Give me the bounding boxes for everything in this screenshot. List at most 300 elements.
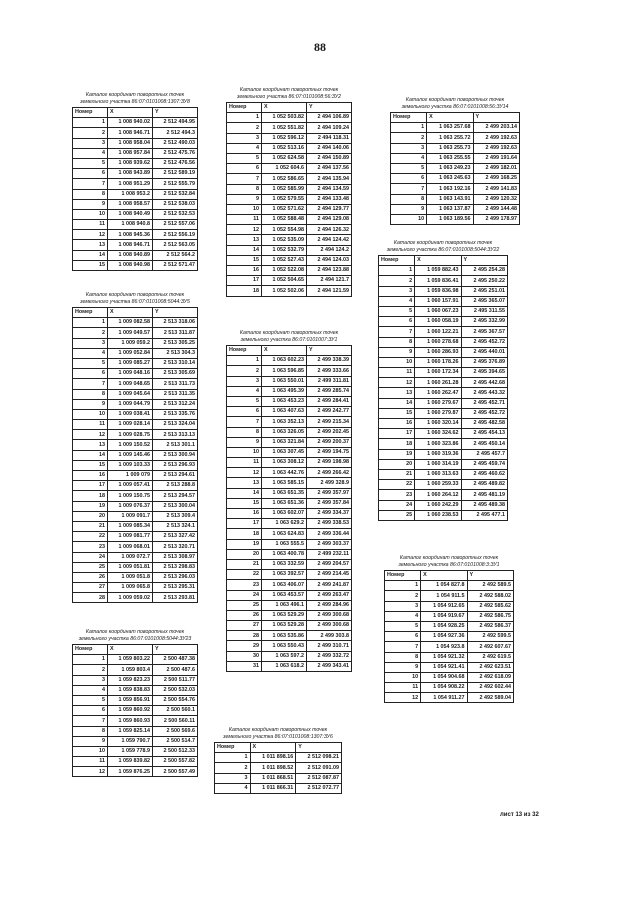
table-row [379,469,508,479]
table-header-row [227,346,352,356]
table-row [379,296,508,306]
cell-y: 2 494 137.56 [307,164,352,174]
cell-number: 11 [73,220,108,230]
cell-x: 1 063 453.23 [262,396,307,406]
cell-number: 10 [379,357,415,367]
table-caption [72,92,198,105]
cell-y: 2 494 150.89 [307,153,352,163]
cell-x: 1 008 940.02 [108,118,153,128]
cell-y: 2 499 303.37 [307,539,352,549]
table-row [379,337,508,347]
cell-x: 1 060 279.87 [415,408,461,418]
cell-y: 2 513 324.1 [153,521,198,531]
cell-x: 1 060 259.33 [415,480,461,490]
table-row [227,570,352,580]
cell-y: 2 512 494.95 [153,118,198,128]
cell-x: 1 063 618.2 [262,661,307,671]
coordinate-table [72,107,198,271]
cell-x: 1 011 898.16 [250,753,296,763]
cell-number: 16 [379,419,415,429]
cell-x: 1 009 051.8 [108,572,153,582]
table-row [227,417,352,427]
coordinate-table [214,742,342,794]
table-caption [378,240,508,253]
table-caption-line: Каталог координат поворотных точек [85,92,185,98]
cell-y: 2 494 123.88 [307,266,352,276]
cell-number: 7 [391,184,427,194]
table-row [73,169,198,179]
cell-number: 13 [73,440,108,450]
cell-y: 2 499 203.14 [473,123,519,133]
cell-y: 2 495 332.99 [461,317,507,327]
table-row [391,123,520,133]
cell-y: 2 500 554.76 [153,695,198,705]
cell-y: 2 499 300.68 [307,610,352,620]
header-x: X [108,108,153,118]
cell-y: 2 513 318.06 [153,318,198,328]
coordinate-table-block [390,97,520,225]
cell-y: 2 500 557.49 [153,767,198,777]
cell-x: 1 008 939.62 [108,158,153,168]
cell-number: 3 [391,143,427,153]
cell-x: 1 009 045.64 [108,389,153,399]
table-row [379,347,508,357]
table-row [73,501,198,511]
table-row [73,230,198,240]
cell-x: 1 054 911.27 [421,693,467,703]
cell-x: 1 060 178.26 [415,357,461,367]
table-row [73,379,198,389]
cell-x: 1 059 790.7 [108,736,153,746]
table-row [73,338,198,348]
coordinate-table-block [72,292,198,603]
cell-y: 2 513 296.93 [153,460,198,470]
table-row [227,174,352,184]
cell-x: 1 059 860.93 [108,716,153,726]
table-row [227,478,352,488]
cell-y: 2 494 129.77 [307,204,352,214]
cell-y: 2 499 192.63 [473,133,519,143]
table-row [73,757,198,767]
cell-number: 8 [385,652,421,662]
table-row [379,439,508,449]
table-row [227,458,352,468]
table-row [73,118,198,128]
table-row [227,164,352,174]
table-row [227,600,352,610]
cell-number: 9 [73,399,108,409]
cell-number: 6 [73,169,108,179]
table-row [227,245,352,255]
cell-number: 24 [379,500,415,510]
cell-y: 2 512 564.2 [153,250,198,260]
cell-number: 24 [227,590,262,600]
header-number: Номер [73,108,108,118]
cell-y: 2 495 450.14 [461,439,507,449]
header-number: Номер [385,571,421,581]
cell-y: 2 513 294.61 [153,471,198,481]
table-row [73,318,198,328]
cell-x: 1 052 527.43 [262,255,307,265]
table-row [73,511,198,521]
table-row [227,529,352,539]
cell-y: 2 492 586.75 [467,611,513,621]
cell-x: 1 008 943.89 [108,169,153,179]
cell-x: 1 009 049.57 [108,328,153,338]
cell-number: 8 [391,194,427,204]
table-row [73,736,198,746]
cell-y: 2 499 357.84 [307,498,352,508]
table-row [379,368,508,378]
cell-x: 1 008 953.2 [108,189,153,199]
cell-number: 16 [227,266,262,276]
coordinate-table [72,644,198,777]
table-row [227,488,352,498]
table-row [73,726,198,736]
cell-x: 1 052 588.48 [262,215,307,225]
cell-y: 2 494 124.42 [307,235,352,245]
cell-number: 4 [391,153,427,163]
cell-number: 3 [227,133,262,143]
cell-number: 2 [215,763,251,773]
cell-x: 1 063 496.1 [262,600,307,610]
cell-number: 9 [379,347,415,357]
table-header-row [379,256,508,266]
table-row [379,510,508,520]
table-header-row [391,113,520,123]
table-row [73,521,198,531]
table-row [385,601,514,611]
cell-y: 2 513 311.35 [153,389,198,399]
cell-x: 1 009 044.79 [108,399,153,409]
table-row [227,621,352,631]
cell-number: 5 [391,163,427,173]
cell-number: 2 [391,133,427,143]
cell-y: 2 500 557.82 [153,757,198,767]
cell-number: 10 [391,214,427,224]
table-row [391,133,520,143]
cell-x: 1 060 320.14 [415,419,461,429]
cell-number: 10 [73,209,108,219]
table-caption-line: земельного участка 86:07:0101008:56:ЗУ2 [237,93,341,100]
cell-x: 1 063 495.39 [262,386,307,396]
table-row [227,153,352,163]
table-row [385,611,514,621]
table-caption-line: земельного участка 86:07:0101008:1307:ЗУ8 [80,98,190,105]
header-y: Y [307,103,352,113]
cell-y: 2 500 569.6 [153,726,198,736]
cell-x: 1 054 927.36 [421,632,467,642]
cell-y: 2 494 109.24 [307,123,352,133]
coordinate-table [378,255,508,521]
cell-number: 29 [227,641,262,651]
cell-number: 25 [73,562,108,572]
cell-x: 1 009 150.52 [108,440,153,450]
cell-number: 9 [227,194,262,204]
table-row [385,591,514,601]
cell-number: 17 [227,276,262,286]
cell-y: 2 494 126.32 [307,225,352,235]
cell-number: 10 [73,409,108,419]
header-x: X [262,346,307,356]
cell-y: 2 513 309.4 [153,511,198,521]
cell-number: 7 [73,379,108,389]
table-row [385,642,514,652]
cell-y: 2 494 140.06 [307,143,352,153]
cell-x: 1 052 579.55 [262,194,307,204]
table-caption-line: земельного участка 86:07:0101008:5044:ЗУ23 [78,635,192,642]
table-caption-line: Каталог координат поворотных точек [393,240,493,246]
cell-number: 6 [391,174,427,184]
table-row [379,276,508,286]
coordinate-table [226,345,352,672]
cell-number: 15 [73,460,108,470]
cell-y: 2 495 454.13 [461,429,507,439]
cell-y: 2 499 202.45 [307,427,352,437]
cell-number: 3 [73,138,108,148]
table-caption [390,97,520,110]
coordinate-table-block [378,240,508,521]
table-row [227,123,352,133]
cell-number: 18 [227,286,262,296]
cell-number: 11 [227,458,262,468]
cell-y: 2 495 489.82 [461,480,507,490]
cell-number: 9 [391,204,427,214]
cell-x: 1 008 957.84 [108,148,153,158]
table-row [73,552,198,562]
cell-y: 2 512 098.21 [296,753,342,763]
cell-x: 1 059 839.82 [108,757,153,767]
table-row [379,378,508,388]
table-row [73,138,198,148]
table-row [73,767,198,777]
cell-x: 1 052 535.09 [262,235,307,245]
header-number: Номер [215,743,251,753]
cell-y: 2 499 328.9 [307,478,352,488]
cell-y: 2 513 313.13 [153,430,198,440]
cell-number: 13 [379,388,415,398]
table-row [379,286,508,296]
cell-number: 9 [73,199,108,209]
table-row [379,480,508,490]
cell-x: 1 009 048.16 [108,369,153,379]
header-y: Y [467,571,513,581]
cell-x: 1 063 307.45 [262,447,307,457]
cell-y: 2 512 091.09 [296,763,342,773]
cell-y: 2 513 300.94 [153,450,198,460]
cell-x: 1 054 923.8 [421,642,467,652]
coordinate-table-block [226,330,352,672]
cell-x: 1 060 319.36 [415,449,461,459]
cell-number: 19 [227,539,262,549]
cell-number: 6 [385,632,421,642]
cell-x: 1 009 052.84 [108,348,153,358]
cell-x: 1 052 585.99 [262,184,307,194]
cell-number: 21 [379,469,415,479]
table-row [73,716,198,726]
cell-y: 2 512 571.47 [153,260,198,270]
header-y: Y [473,113,519,123]
cell-y: 2 499 191.64 [473,153,519,163]
cell-y: 2 512 557.06 [153,220,198,230]
cell-y: 2 495 482.58 [461,419,507,429]
cell-y: 2 513 324.04 [153,420,198,430]
cell-y: 2 499 310.71 [307,641,352,651]
cell-number: 5 [73,358,108,368]
table-row [385,621,514,631]
cell-number: 1 [379,266,415,276]
cell-y: 2 492 586.37 [467,621,513,631]
cell-x: 1 054 912.65 [421,601,467,611]
cell-x: 1 059 882.43 [415,266,461,276]
table-row [379,459,508,469]
cell-number: 31 [227,661,262,671]
cell-y: 2 494 106.89 [307,113,352,123]
cell-x: 1 008 958.04 [108,138,153,148]
cell-y: 2 492 618.09 [467,672,513,682]
table-row [73,430,198,440]
cell-x: 1 063 249.23 [427,163,473,173]
cell-number: 6 [73,369,108,379]
cell-number: 19 [379,449,415,459]
cell-y: 2 512 087.87 [296,773,342,783]
cell-number: 21 [73,521,108,531]
cell-number: 4 [215,783,251,793]
cell-y: 2 499 303.8 [307,631,352,641]
cell-y: 2 492 585.62 [467,601,513,611]
cell-number: 2 [385,591,421,601]
table-row [227,651,352,661]
cell-number: 25 [379,510,415,520]
cell-x: 1 063 257.68 [427,123,473,133]
table-row [73,128,198,138]
cell-number: 4 [73,685,108,695]
cell-number: 14 [73,450,108,460]
cell-x: 1 063 352.13 [262,417,307,427]
table-row [73,440,198,450]
header-x: X [427,113,473,123]
cell-number: 3 [385,601,421,611]
cell-y: 2 513 311.87 [153,328,198,338]
table-row [227,266,352,276]
cell-number: 22 [73,532,108,542]
cell-number: 15 [227,255,262,265]
cell-number: 6 [73,706,108,716]
table-row [227,509,352,519]
cell-number: 7 [73,716,108,726]
cell-y: 2 499 178.97 [473,214,519,224]
cell-y: 2 513 295.31 [153,583,198,593]
cell-x: 1 060 122.21 [415,327,461,337]
cell-number: 9 [385,662,421,672]
cell-y: 2 512 589.19 [153,169,198,179]
cell-x: 1 052 504.65 [262,276,307,286]
cell-number: 5 [379,306,415,316]
cell-y: 2 499 120.32 [473,194,519,204]
cell-y: 2 499 242.77 [307,407,352,417]
cell-y: 2 513 308.97 [153,552,198,562]
table-row [215,763,342,773]
cell-number: 1 [227,113,262,123]
cell-y: 2 494 135.94 [307,174,352,184]
cell-number: 13 [73,240,108,250]
table-row [73,250,198,260]
cell-number: 4 [227,386,262,396]
cell-y: 2 499 168.25 [473,174,519,184]
table-row [227,276,352,286]
table-row [391,204,520,214]
cell-number: 25 [227,600,262,610]
table-row [227,143,352,153]
cell-x: 1 052 513.16 [262,143,307,153]
cell-x: 1 052 503.82 [262,113,307,123]
table-caption [384,555,514,568]
table-row [73,179,198,189]
cell-y: 2 494 121.59 [307,286,352,296]
table-row [385,672,514,682]
cell-number: 17 [227,519,262,529]
header-x: X [262,103,307,113]
table-row [73,189,198,199]
cell-number: 7 [227,417,262,427]
cell-y: 2 494 124.03 [307,255,352,265]
cell-x: 1 063 596.85 [262,366,307,376]
cell-y: 2 499 144.48 [473,204,519,214]
cell-x: 1 059 836.98 [415,286,461,296]
cell-x: 1 063 400.78 [262,549,307,559]
cell-x: 1 060 261.28 [415,378,461,388]
table-row [73,491,198,501]
cell-number: 12 [385,693,421,703]
cell-x: 1 063 550.01 [262,376,307,386]
cell-y: 2 513 310.14 [153,358,198,368]
table-row [73,240,198,250]
table-row [385,581,514,591]
cell-number: 14 [227,245,262,255]
cell-x: 1 009 072.7 [108,552,153,562]
cell-x: 1 052 532.79 [262,245,307,255]
cell-x: 1 009 028.75 [108,430,153,440]
cell-x: 1 054 919.67 [421,611,467,621]
cell-x: 1 063 585.15 [262,478,307,488]
cell-number: 27 [73,583,108,593]
cell-y: 2 513 298.83 [153,562,198,572]
cell-y: 2 495 481.19 [461,490,507,500]
cell-y: 2 513 294.57 [153,491,198,501]
cell-x: 1 063 255.72 [427,133,473,143]
cell-x: 1 060 324.62 [415,429,461,439]
table-row [73,542,198,552]
cell-number: 18 [379,439,415,449]
table-caption-line: земельного участка 86:07:0101008:56:ЗУ14 [401,103,509,110]
cell-x: 1 052 551.82 [262,123,307,133]
cell-number: 1 [385,581,421,591]
table-row [227,447,352,457]
cell-y: 2 499 192.63 [473,143,519,153]
cell-number: 19 [73,501,108,511]
header-number: Номер [227,346,262,356]
coordinate-table-block [384,555,514,703]
table-row [379,317,508,327]
cell-y: 2 495 477.1 [461,510,507,520]
cell-x: 1 063 550.43 [262,641,307,651]
cell-y: 2 495 489.38 [461,500,507,510]
cell-y: 2 495 440.01 [461,347,507,357]
cell-number: 12 [73,430,108,440]
cell-y: 2 495 250.22 [461,276,507,286]
cell-y: 2 495 394.65 [461,368,507,378]
cell-number: 18 [73,491,108,501]
